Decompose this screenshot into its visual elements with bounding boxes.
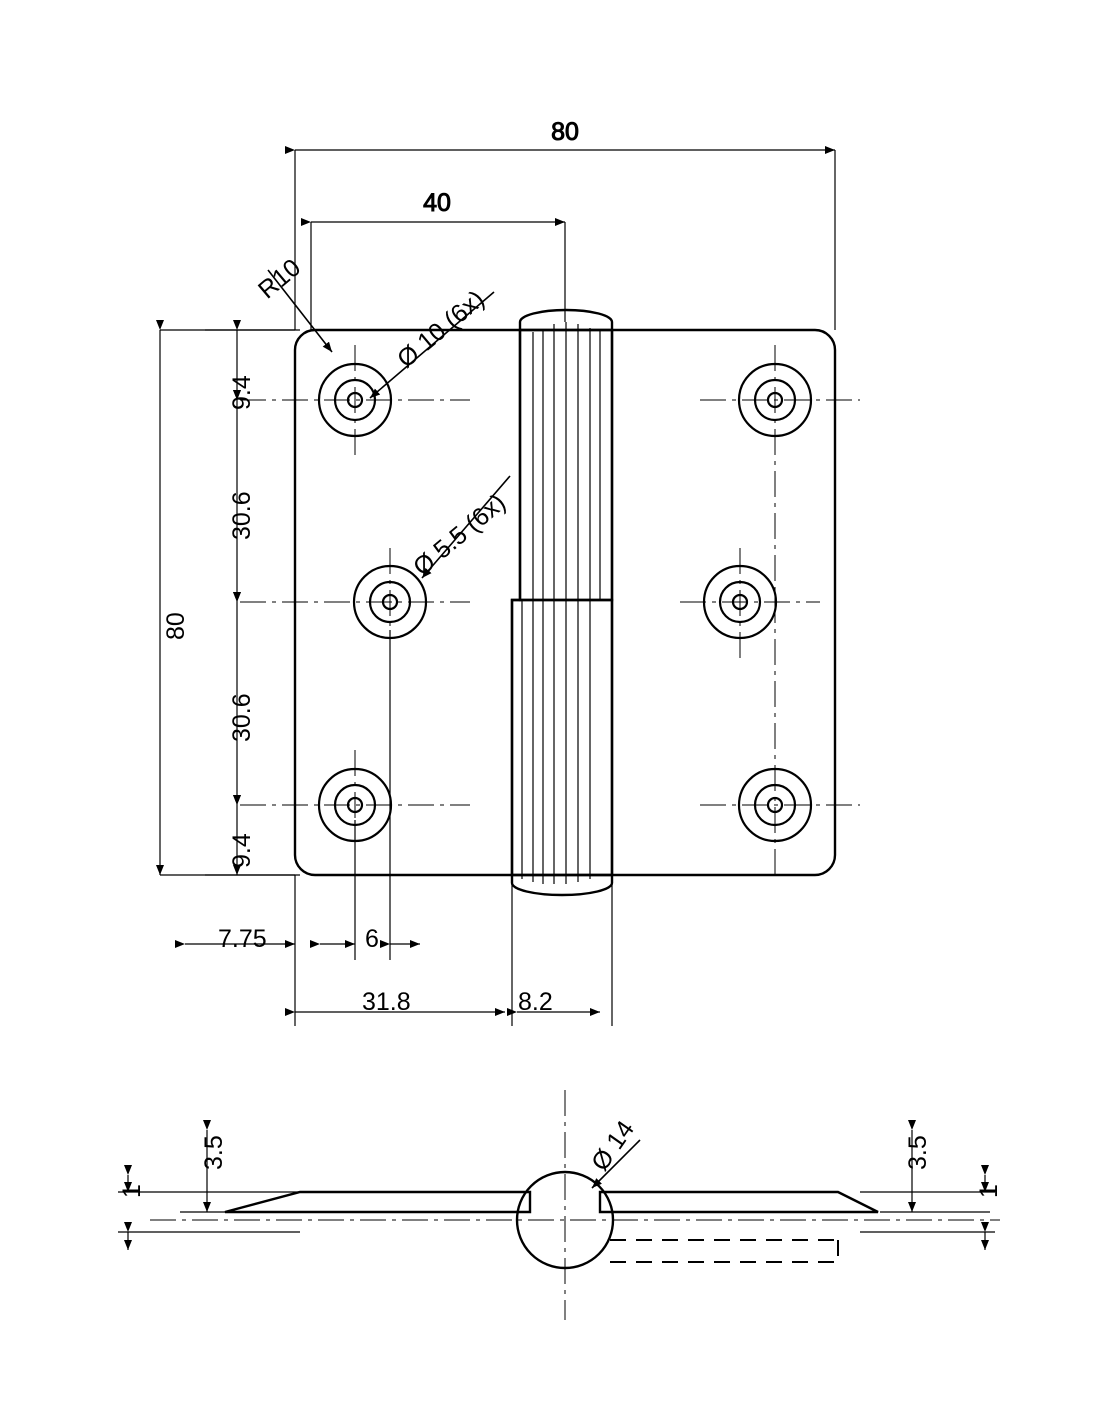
dim-3p5-left-text: 3.5 (200, 1135, 228, 1170)
dim-dia55-text: Ø 5.5 (6x) (408, 488, 512, 582)
dim-6-text: 6 (365, 925, 379, 953)
dim-bottom-widths (295, 875, 612, 1026)
dim-30p6-lower-text: 30.6 (228, 693, 256, 742)
dim-30p6-upper-text: 30.6 (228, 491, 256, 540)
dim-9p4-top-text: 9.4 (228, 375, 256, 410)
dim-3p5-right-text: 3.5 (904, 1135, 932, 1170)
hinge-knuckle (512, 310, 612, 895)
dim-9p4-bottom-text: 9.4 (228, 833, 256, 868)
dim-80-height-text: 80 (162, 612, 190, 640)
dim-r10-text: R10 (253, 253, 307, 305)
side-view-centre-lines (150, 1090, 1000, 1320)
dim-dia14-text: Ø 14 (586, 1115, 641, 1177)
dim-dia10-text: Ø 10 (6x) (392, 285, 490, 374)
dim-80-width-text: 80 (551, 118, 579, 146)
side-view-hidden-leaf (610, 1240, 838, 1262)
dim-1-left-text: 1 (118, 1184, 146, 1198)
dim-31p8-text: 31.8 (362, 988, 411, 1016)
hole-centre-marks (240, 345, 860, 880)
knuckle-hatching (522, 322, 600, 884)
dim-8p2-text: 8.2 (518, 988, 553, 1016)
dim-1-right-text: 1 (975, 1184, 1003, 1198)
dim-7p75-text: 7.75 (218, 925, 267, 953)
dim-40-text: 40 (423, 189, 451, 217)
dim-bottom-offsets (185, 630, 420, 960)
